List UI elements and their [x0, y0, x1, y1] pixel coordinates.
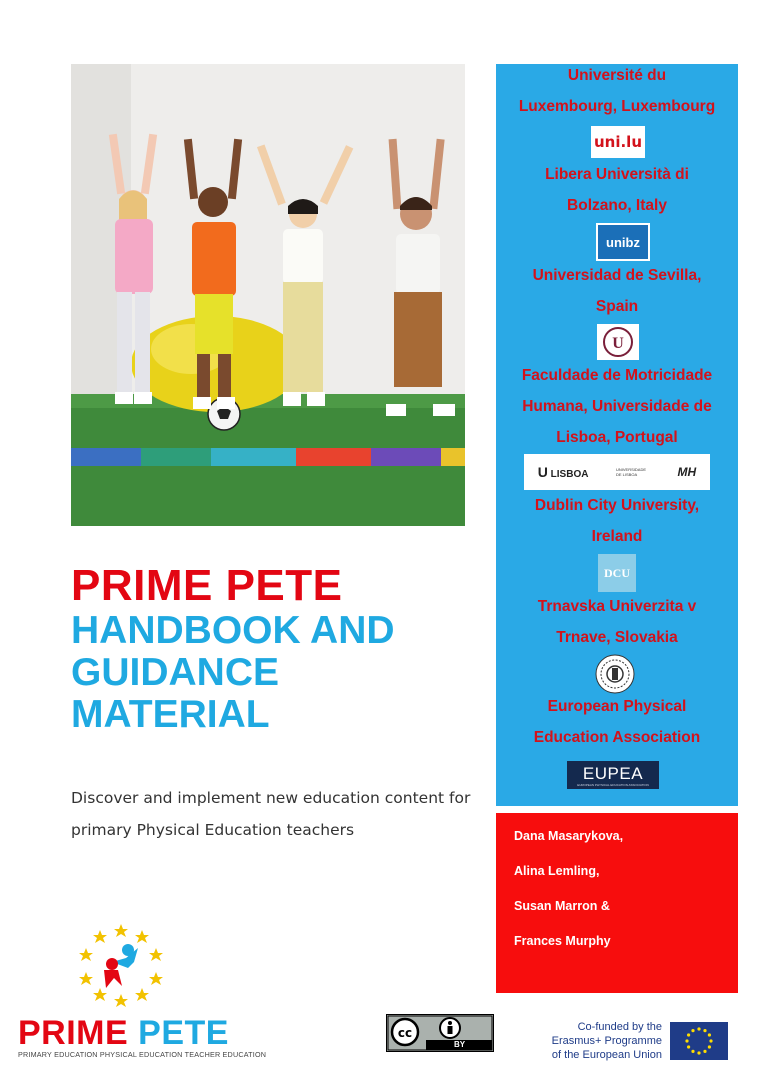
title-line-4: MATERIAL [71, 693, 270, 736]
eu-line-2: Erasmus+ Programme [551, 1035, 662, 1047]
sevilla-seal-icon [597, 324, 639, 360]
partner-lisboa-line-3: Lisboa, Portugal [556, 429, 678, 446]
svg-text:U: U [612, 335, 624, 352]
author-3: Susan Marron & [514, 899, 610, 913]
partner-dublin-line-1: Dublin City University, [534, 497, 700, 514]
partner-trnava-line-2: Trnave, Slovakia [556, 629, 678, 646]
subtitle-line-2: primary Physical Education teachers [71, 821, 355, 839]
partner-trnava [496, 591, 738, 653]
eupea-logo-text: EUPEA [582, 763, 644, 783]
partner-lisboa-line-1: Faculdade de Motricidade [521, 367, 713, 384]
partner-sevilla-line-1: Universidad de Sevilla, [532, 267, 702, 284]
partners-panel [496, 64, 738, 806]
partner-lisboa [496, 360, 738, 453]
partner-bolzano-line-1: Libera Università di [545, 166, 689, 183]
title-handbook [71, 610, 491, 736]
eupea-logo [567, 761, 659, 789]
cc-by-label: BY [454, 1040, 466, 1049]
partner-bolzano [496, 159, 738, 221]
lisboa-logo-text: U LISBOA [537, 464, 589, 480]
dcu-logo-text: DCU [604, 565, 630, 580]
erasmus-cofunding-text [520, 1020, 662, 1062]
subtitle [71, 782, 491, 846]
eu-line-3: of the European Union [551, 1049, 662, 1061]
authors-panel [496, 813, 738, 993]
unibz-logo-text: unibz [606, 234, 640, 250]
dcu-logo [598, 554, 636, 592]
prime-pete-emblem-icon [76, 918, 166, 1008]
eu-line-1: Co-funded by the [577, 1021, 662, 1033]
partner-dublin-line-2: Ireland [591, 528, 643, 545]
lisboa-fmh-logo [524, 454, 710, 490]
partner-bolzano-line-2: Bolzano, Italy [567, 197, 667, 214]
title-line-2: HANDBOOK AND [71, 609, 395, 652]
title-line-3: GUIDANCE [71, 651, 280, 694]
partner-eupea [496, 691, 738, 753]
unilu-logo [591, 126, 645, 158]
brand-subtitle: PRIMARY EDUCATION PHYSICAL EDUCATION TEACHER EDUCATION [18, 1050, 267, 1059]
children-stretching-illustration [71, 64, 465, 526]
trnava-seal-icon [595, 654, 635, 694]
eu-flag-icon [670, 1022, 728, 1060]
title-prime-pete: PRIME PETE [71, 561, 343, 610]
partner-dublin [496, 490, 738, 552]
unibz-logo [596, 223, 650, 261]
partner-trnava-line-1: Trnavska Univerzita v [537, 598, 697, 615]
partner-lisboa-line-2: Humana, Universidade de [522, 398, 712, 415]
subtitle-line-1: Discover and implement new education content for [71, 789, 471, 807]
partner-luxembourg-line-1: Université du [567, 67, 667, 84]
unilu-logo-text: uni.lu [593, 133, 643, 151]
author-4: Frances Murphy [514, 934, 611, 948]
partner-eupea-line-1: European Physical [547, 698, 687, 715]
partner-sevilla [496, 260, 738, 322]
cover-photo [71, 64, 465, 526]
partner-eupea-line-2: Education Association [533, 729, 701, 746]
partner-luxembourg [496, 60, 738, 122]
brand-prime: PRIME [18, 1014, 129, 1052]
eupea-logo-subtext: EUROPEAN PHYSICAL EDUCATION ASSOCIATION [577, 782, 649, 787]
author-2: Alina Lemling, [514, 864, 600, 878]
partner-luxembourg-line-2: Luxembourg, Luxembourg [518, 98, 716, 115]
prime-pete-wordmark [18, 1014, 229, 1053]
fmh-logo-text: MH [677, 465, 697, 479]
brand-pete: PETE [138, 1014, 229, 1052]
cc-by-license-badge [386, 1014, 494, 1052]
author-1: Dana Masarykova, [514, 829, 624, 843]
partner-sevilla-line-2: Spain [595, 298, 639, 315]
lisboa-logo-subtext: UNIVERSIDADE DE LISBOA [616, 467, 647, 477]
svg-text:cc: cc [397, 1026, 413, 1040]
